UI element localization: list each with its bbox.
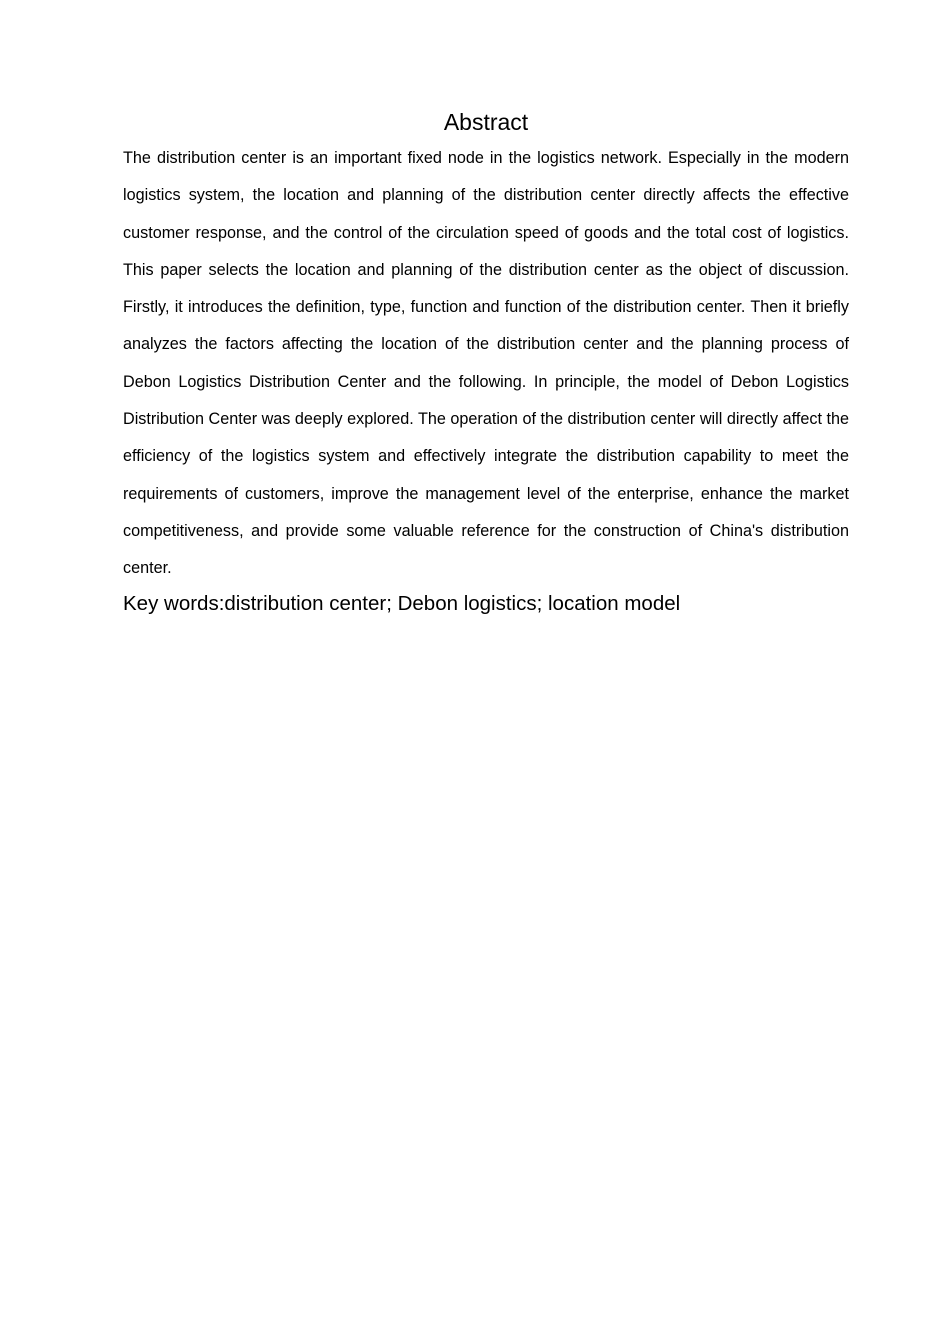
- abstract-section: [123, 106, 849, 620]
- abstract-title: Abstract: [443, 109, 529, 135]
- abstract-paragraph: The distribution center is an important fixed node in the logistics network. Especially in the modern logistics system, the location and planning of the distribution center directly affects the effective customer response, and the control of the circulation speed of goods and the total cost of logistics. This paper selects the location and planning of the distribution center as the object of discussion. Firstly, it introduces the definition, type, function and function of the distribution center. Then it briefly analyzes the factors affecting the location of the distribution center and the planning process of Debon Logistics Distribution Center and the following. In principle, the model of Debon Logistics Distribution Center was deeply explored. The operation of the distribution center will directly affect the efficiency of the logistics system and effectively integrate the distribution capability to meet the requirements of customers, improve the management level of the enterprise, enhance the market competitiveness, and provide some valuable reference for the construction of China's distribution center.: [123, 149, 849, 578]
- keywords-line: Key words:distribution center; Debon logistics; location model: [123, 591, 681, 615]
